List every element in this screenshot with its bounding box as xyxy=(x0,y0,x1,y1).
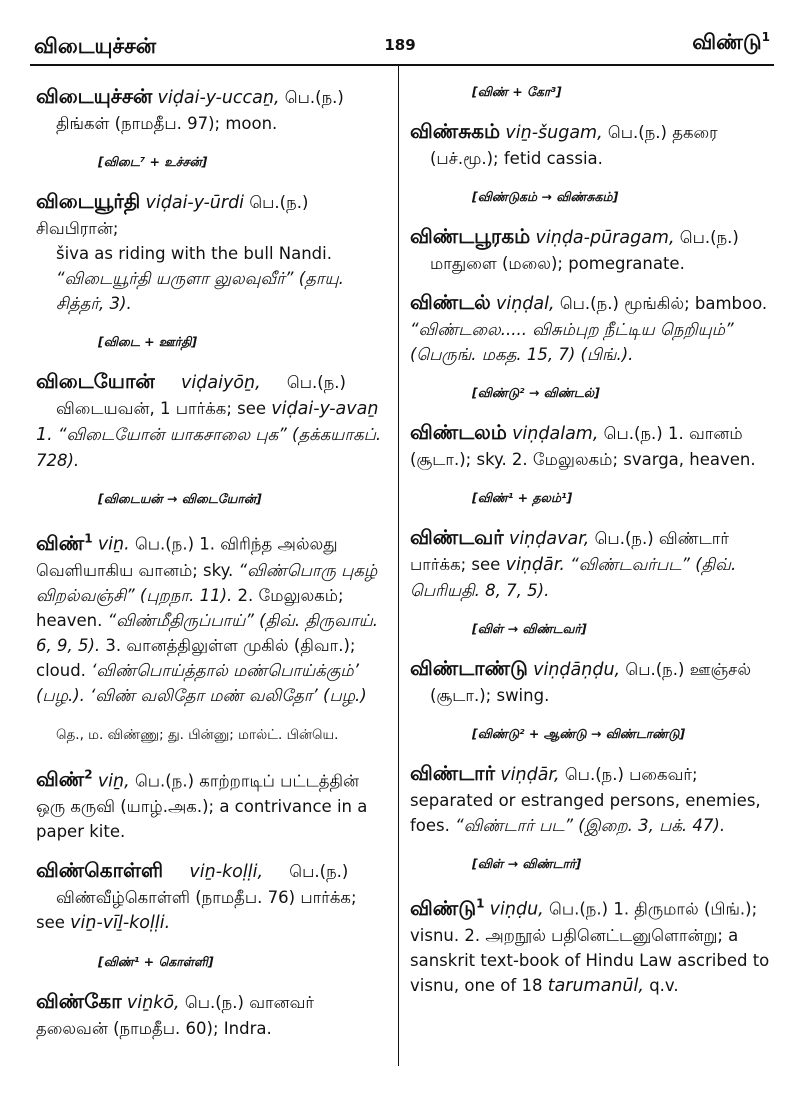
sense-3: 3. வானத்திலுள்ள முகில் (திவா.); cloud. xyxy=(36,635,356,680)
entry-vindapuragam xyxy=(410,224,776,276)
transliteration: viṇḍalam, xyxy=(512,424,599,444)
cross-reference: tarumanūl, xyxy=(547,975,644,996)
headword: விண்டபூரகம் xyxy=(410,224,531,248)
headword: விண்டார் xyxy=(410,761,496,785)
see-label: see xyxy=(36,913,65,933)
transliteration: viṇḍu, xyxy=(489,899,544,920)
headword xyxy=(36,767,93,791)
transliteration: viṉkō, xyxy=(126,993,180,1014)
citation: “விண்டவர்பட” (திவ். பெரியதி. 8, 7, 5). xyxy=(410,555,737,600)
headword: விடையுச்சன் xyxy=(36,84,153,108)
guide-word-right-text: விண்டு xyxy=(692,30,762,54)
transliteration: viḍai-y-uccaṉ, xyxy=(157,88,280,108)
citation-2: “விண்மீதிருப்பாய்” (திவ். திருவாய். 6, 9, 5). xyxy=(36,610,379,655)
transliteration: viṉ-koḷḷi, xyxy=(189,862,264,883)
etymology: [விண்டு² → விண்டல்] xyxy=(472,385,600,400)
homograph-number: 1 xyxy=(84,531,93,545)
definition: visnu. 2. அறநூல் பதினெட்டனுளொன்று; a sanskrit text-book of Hindu Law ascribed to visnu, one of 18 xyxy=(410,925,770,995)
part-of-speech: பெ.(ந.) xyxy=(284,88,344,107)
transliteration: viṉ, xyxy=(97,771,130,792)
part-of-speech: பெ.(ந.) xyxy=(134,534,195,554)
entry-vindandu xyxy=(410,656,776,708)
headword: விண்சுகம் xyxy=(410,119,501,143)
entry-vindu-1 xyxy=(410,891,776,999)
transliteration: viṇḍa-pūragam, xyxy=(535,228,675,248)
entry-vin-1 xyxy=(36,526,384,708)
part-of-speech: பெ.(ந.) xyxy=(289,862,349,882)
page-number: 189 xyxy=(384,36,416,54)
entry-vidaiyurdi xyxy=(36,189,384,316)
guide-word-left: விடையுச்சன் xyxy=(34,34,157,58)
etymology: [விண் + கோ³] xyxy=(472,84,562,99)
part-of-speech: பெ.(ந.) xyxy=(679,228,739,247)
part-of-speech: பெ.(ந.) மூங்கில்; bamboo. xyxy=(559,294,768,313)
citation: “விண்டார் பட” (இறை. 3, பக். 47). xyxy=(455,816,726,835)
guide-word-right xyxy=(692,30,770,57)
entry-vindar xyxy=(410,761,776,838)
part-of-speech: பெ.(ந.) 1. வானம் xyxy=(603,424,743,443)
cognates: தெ., ம. விண்ணு; து. பின்னு; மால்ட். பின்யெ. xyxy=(56,726,339,743)
etymology: [விண்¹ + தலம்¹] xyxy=(472,490,573,505)
etymology: [விடை + ஊர்தி] xyxy=(98,334,198,349)
headword: விண்கொள்ளி xyxy=(36,858,164,883)
headword: விண்கோ xyxy=(36,989,122,1014)
entry-vindalam xyxy=(410,420,776,472)
left-column xyxy=(36,84,384,1041)
sense-2: 2. மேலுலகம்; heaven. xyxy=(36,585,344,630)
homograph-number: 2 xyxy=(84,767,93,782)
guide-word-right-sup: 1 xyxy=(761,30,770,44)
citation: “விண்டலை..... விசும்புற நீட்டிய நெறியும்” (பெருங். மகத. 15, 7) (பிங்.). xyxy=(410,320,734,364)
sense-1: 1. விரிந்த அல்லது வெளியாகிய வானம்; sky. xyxy=(36,534,338,580)
citation-1: “விண்பொரு புகழ் விறல்வஞ்சி” (புறநா. 11). xyxy=(36,560,378,605)
entry-vinko xyxy=(36,989,384,1041)
entry-vindal xyxy=(410,290,776,367)
transliteration: viṇḍāṇḍu, xyxy=(533,660,621,680)
definition: வானவர் தலைவன் (நாமதீப. 60); Indra. xyxy=(36,993,315,1039)
etymology: [விண்டுகம் → விண்சுகம்] xyxy=(472,189,619,204)
headword: விண்டல் xyxy=(410,290,491,314)
part-of-speech: பெ.(ந.) xyxy=(134,771,195,791)
transliteration: viṇḍavar, xyxy=(508,529,590,549)
transliteration: viṉ. xyxy=(97,534,130,555)
transliteration: viḍaiyōṉ, xyxy=(181,373,261,393)
cross-reference: viḍai-y-avaṉ 1. xyxy=(36,399,379,445)
right-column xyxy=(410,78,776,999)
part-of-speech: பெ.(ந.) xyxy=(184,993,244,1013)
definition: separated or estranged persons, enemies, foes. xyxy=(410,791,761,835)
cross-reference: viṇḍār. xyxy=(505,555,565,575)
header-rule xyxy=(30,64,774,66)
headword-text: விண் xyxy=(36,767,85,792)
definition: மாதுளை (மலை); pomegranate. xyxy=(430,254,685,273)
cross-reference: viṉ-vīḻ-koḷḷi. xyxy=(70,913,171,934)
headword: விடையூர்தி xyxy=(36,189,141,213)
entry-vinkolli xyxy=(36,858,384,936)
etymology: [விண்¹ + கொள்ளி] xyxy=(98,954,214,970)
definition: பார்க்க; see xyxy=(410,555,501,574)
transliteration: viḍai-y-ūrdi xyxy=(145,193,245,213)
headword: விடையோன் xyxy=(36,369,155,393)
headword: விண்டாண்டு xyxy=(410,656,528,680)
definition: (சூடா.); swing. xyxy=(430,686,550,705)
entry-vidaiyon xyxy=(36,369,384,473)
etymology: [விண்டு² + ஆண்டு → விண்டாண்டு] xyxy=(472,726,686,741)
part-of-speech: பெ.(ந.) 1. திருமால் (பிங்.); xyxy=(549,899,758,919)
headword xyxy=(36,531,93,555)
column-divider xyxy=(398,66,399,1066)
definition: (பச்.மூ.); fetid cassia. xyxy=(430,149,603,168)
definition: šiva as riding with the bull Nandi. xyxy=(56,244,332,263)
etymology: [விடை⁷ + உச்சன்] xyxy=(98,154,208,169)
citation: “விடையோன் யாகசாலை புக” (தக்கயாகப். 728). xyxy=(36,425,382,470)
definition: (சூடா.); sky. 2. மேலுலகம்; svarga, heaven. xyxy=(410,450,756,469)
definition: விண்வீழ்கொள்ளி (நாமதீப. 76) பார்க்க; xyxy=(56,888,357,908)
etymology: [விள் → விண்டவர்] xyxy=(472,621,587,636)
spacer xyxy=(36,844,384,858)
definition: காற்றாடிப் பட்டத்தின் ஒரு கருவி (யாழ்.அக.); a contrivance in a paper kite. xyxy=(36,771,368,842)
part-of-speech: பெ.(ந.) பகைவர்; xyxy=(564,765,698,784)
etymology: [விடையன் → விடையோன்] xyxy=(98,491,262,506)
headword: விண்டலம் xyxy=(410,420,507,444)
part-of-speech: பெ.(ந.) xyxy=(286,373,346,392)
transliteration: viṇḍār, xyxy=(500,765,560,785)
page-header xyxy=(0,0,800,60)
entry-vin-2 xyxy=(36,763,384,845)
part-of-speech: பெ.(ந.) ஊஞ்சல் xyxy=(625,660,752,679)
transliteration: viṉ-šugam, xyxy=(505,123,603,143)
definition: விடையவன், 1 பார்க்க; see xyxy=(56,399,267,418)
entry-vidaiyuccan xyxy=(36,84,384,136)
citation: “விடையூர்தி யருளா லுலவுவீர்” (தாயு. சித்தர், 3). xyxy=(56,269,344,313)
entry-vindavar xyxy=(410,525,776,603)
headword-text: விண் xyxy=(36,530,85,555)
qv-label: q.v. xyxy=(649,975,679,995)
headword-text: விண்டு xyxy=(410,895,477,920)
transliteration: viṇḍal, xyxy=(495,294,555,314)
headword: விண்டவர் xyxy=(410,525,504,549)
part-of-speech: பெ.(ந.) சிவபிரான்; xyxy=(36,193,309,238)
etymology: [விள் → விண்டார்] xyxy=(472,856,582,871)
citation-3: ‘விண்பொய்த்தால் மண்பொய்க்கும்’ (பழ.). ‘விண் வலிதோ மண் வலிதோ’ (பழ.) xyxy=(36,660,367,705)
homograph-number: 1 xyxy=(476,896,485,910)
definition: திங்கள் (நாமதீப. 97); moon. xyxy=(56,114,278,133)
part-of-speech: பெ.(ந.) விண்டார் xyxy=(594,529,730,548)
part-of-speech: பெ.(ந.) தகரை xyxy=(607,123,718,142)
entry-vinsugam xyxy=(410,119,776,171)
headword xyxy=(410,896,484,920)
spacer xyxy=(410,276,776,290)
